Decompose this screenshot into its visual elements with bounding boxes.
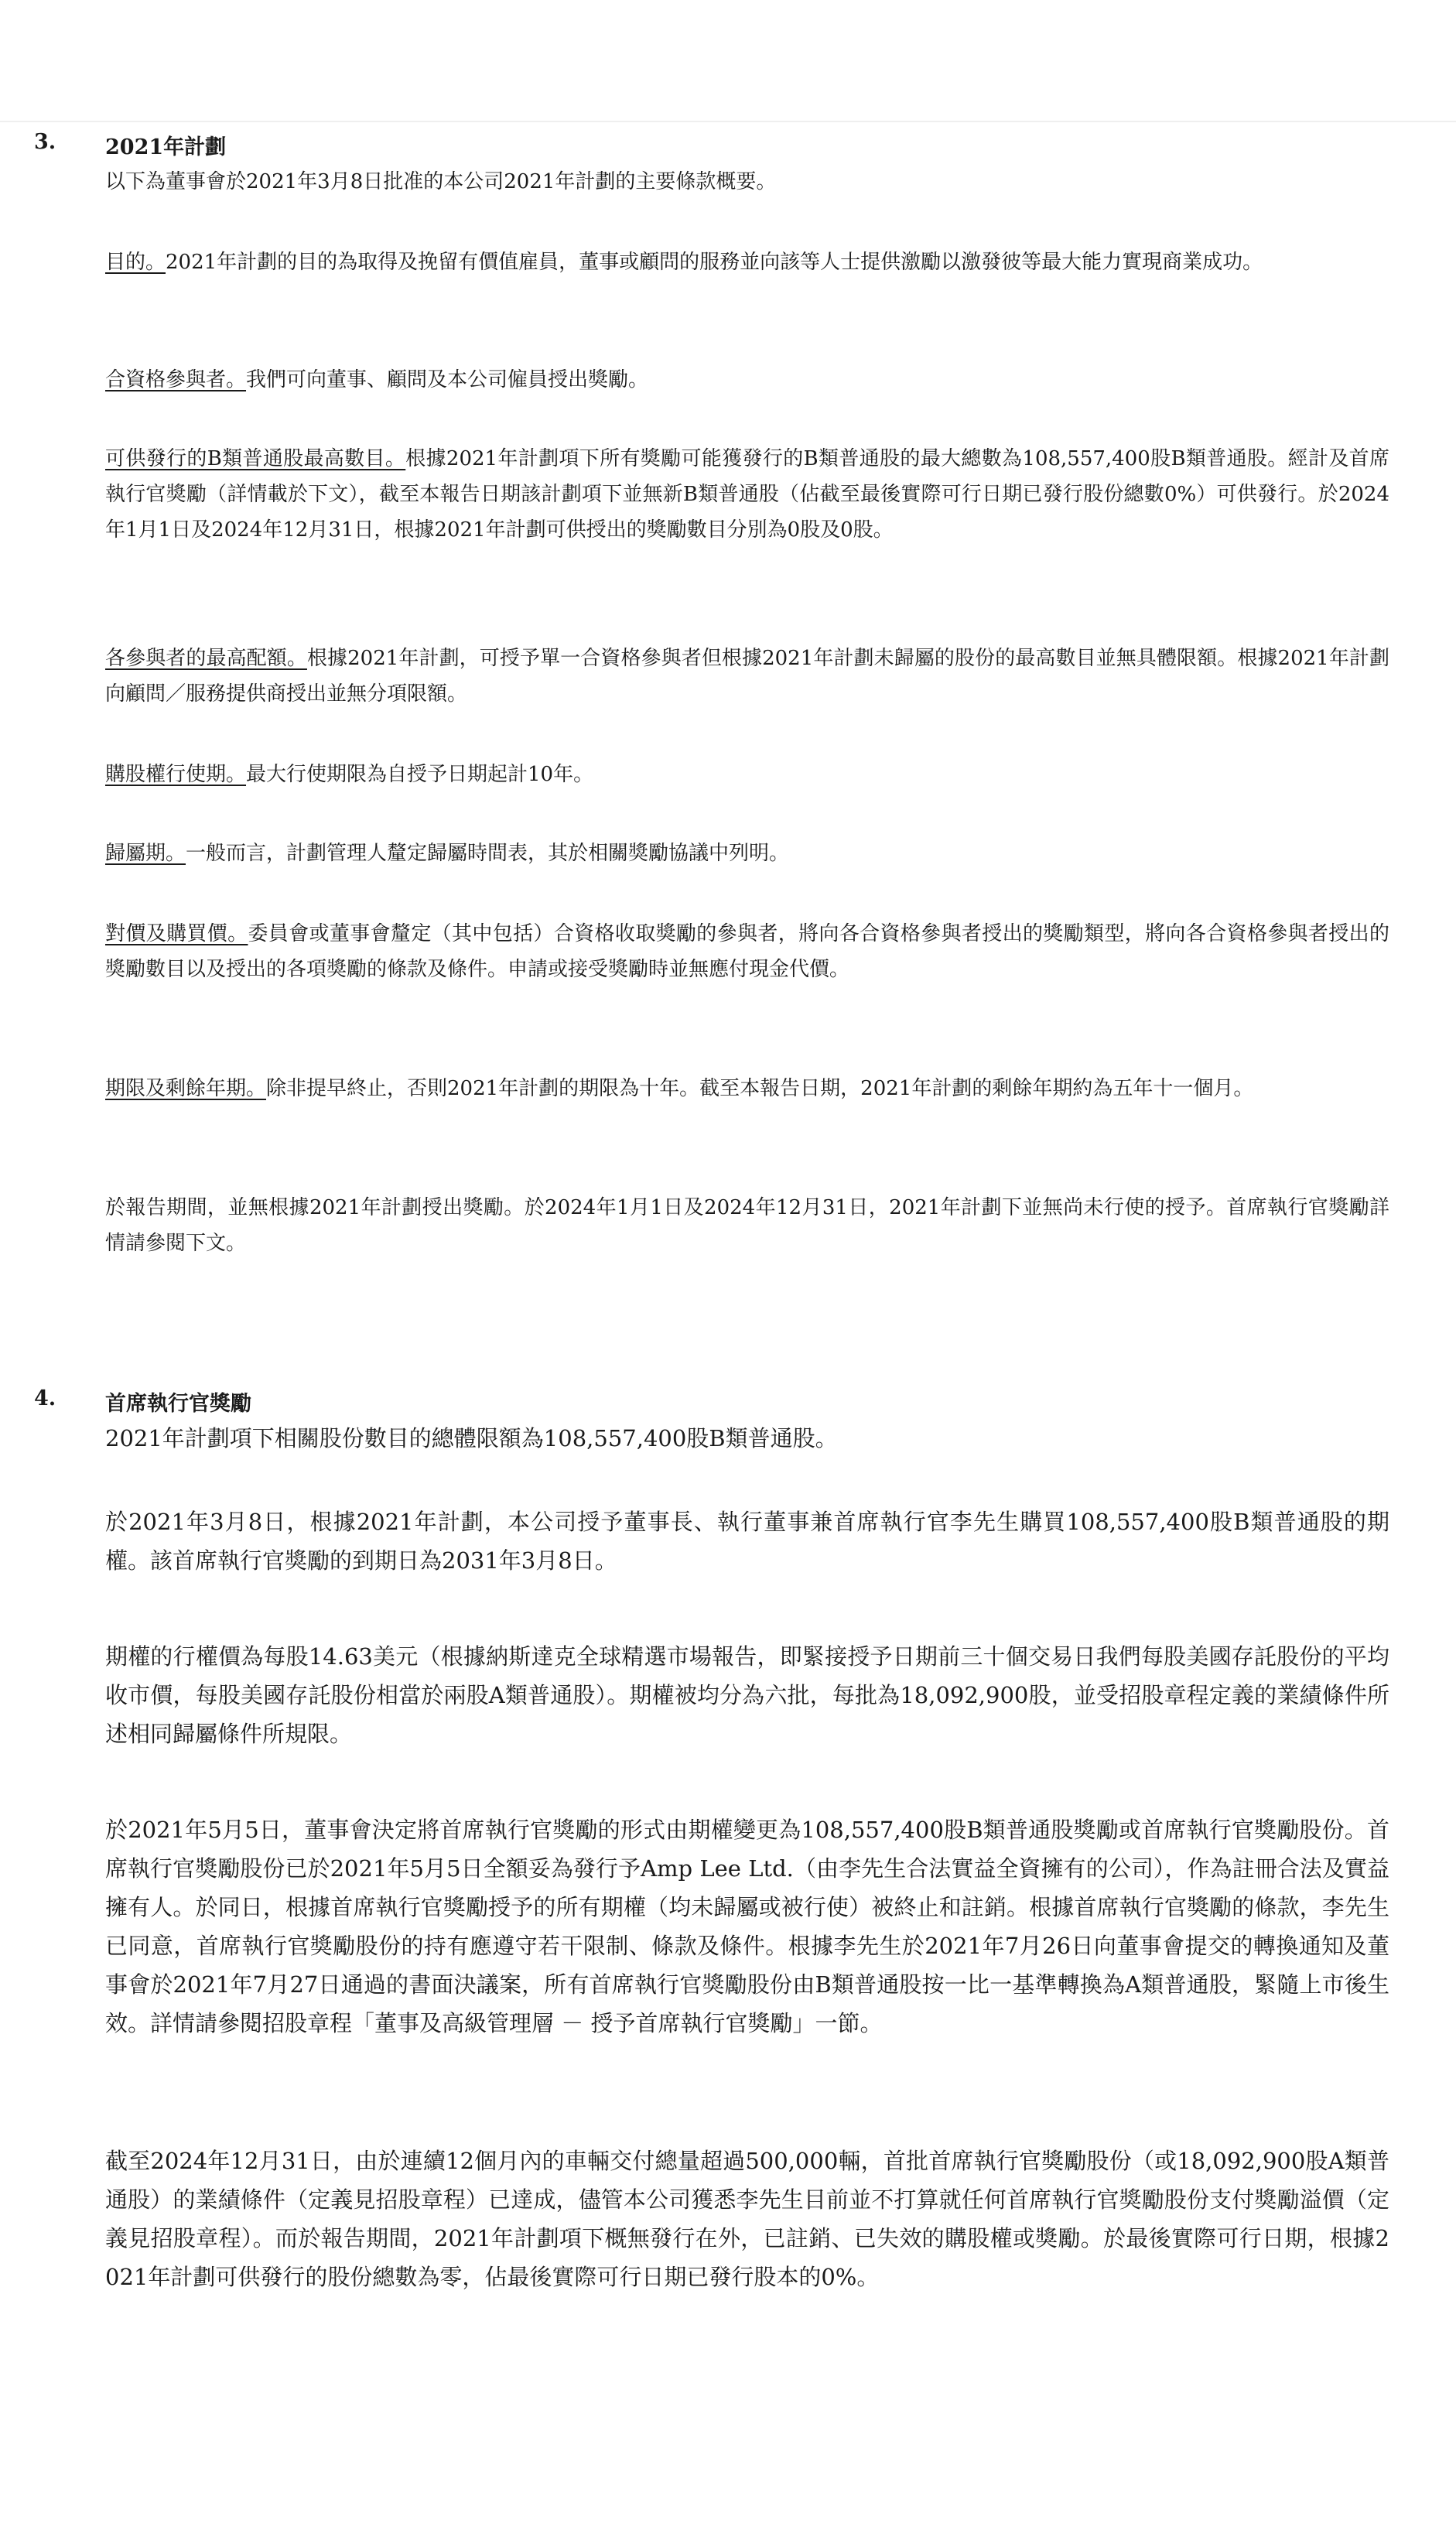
plan-purpose-paragraph [105,244,1389,280]
section-title: 首席執行官獎勵 [105,1392,251,1416]
exercise-price-paragraph: 期權的行權價為每股14.63美元（根據納斯達克全球精選市場報告，即緊接授予日期前三十個交易日我們每股美國存託股份的平均收市價，每股美國存託股份相當於兩股A類普通股）。期權被均分為六批，每批為18,092,900股，並受招股章程定義的業績條件所述相同歸屬條件所規限。 [105,1643,1389,1747]
exercise-period-term: 購股權行使期。 [105,763,247,786]
eligible-participants-paragraph [105,362,1389,398]
section-number: 4. [34,1386,56,1410]
section-intro: 以下為董事會於2021年3月8日批准的本公司2021年計劃的主要條款概要。 [105,170,777,193]
vesting-period-term: 歸屬期。 [105,842,186,865]
plan-purpose-text: 2021年計劃的目的為取得及挽留有價值雇員，董事或顧問的服務並向該等人士提供激勵以激發彼等最大能力實現商業成功。 [166,251,1263,274]
consideration-paragraph [105,916,1389,987]
section-title: 2021年計劃 [105,135,227,159]
reporting-period-text: 於報告期間，並無根據2021年計劃授出獎勵。於2024年1月1日及2024年12月31日，2021年計劃下並無尚未行使的授予。首席執行官獎勵詳情請參閱下文。 [105,1196,1389,1255]
award-form-change-paragraph: 於2021年5月5日，董事會決定將首席執行官獎勵的形式由期權變更為108,557,400股B類普通股獎勵或首席執行官獎勵股份。首席執行官獎勵股份已於2021年5月5日全額妥為發行予Amp Lee Ltd.（由李先生合法實益全資擁有的公司），作為註冊合法及實益擁有人。於同日，根據首席執行官獎勵授予的所有期權（均未歸屬或被行使）被終止和註銷。根據首席執行官獎勵的條款，李先生已同意，首席執行官獎勵股份的持有應遵守若干限制、條款及條件。根據李先生於2021年7月26日向董事會提交的轉換通知及董事會於2021年7月27日通過的書面決議案，所有首席執行官獎勵股份由B類普通股按一比一基準轉換為A類普通股，緊隨上市後生效。詳情請參閱招股章程「董事及高級管理層 － 授予首席執行官獎勵」一節。 [105,1817,1389,2036]
eligible-participants-term: 合資格參與者。 [105,368,247,391]
max-entitlement-term: 各參與者的最高配額。 [105,647,307,670]
term-remaining-term: 期限及剩餘年期。 [105,1077,267,1100]
exercise-period-paragraph [105,757,1389,792]
section-intro: 2021年計劃項下相關股份數目的總體限額為108,557,400股B類普通股。 [105,1425,838,1451]
reporting-period-paragraph [105,1190,1389,1261]
consideration-text: 委員會或董事會釐定（其中包括）合資格收取獎勵的參與者，將向各合資格參與者授出的獎勵類型，將向各合資格參與者授出的獎勵數目以及授出的各項獎勵的條款及條件。申請或接受獎勵時並無應付現金代價。 [105,922,1389,981]
term-remaining-paragraph [105,1071,1389,1106]
vesting-period-text: 一般而言，計劃管理人釐定歸屬時間表，其於相關獎勵協議中列明。 [186,842,790,865]
ceo-award-grant-paragraph: 於2021年3月8日，根據2021年計劃，本公司授予董事長、執行董事兼首席執行官李先生購買108,557,400股B類普通股的期權。該首席執行官獎勵的到期日為2031年3月8日。 [105,1509,1389,1574]
exercise-period-text: 最大行使期限為自授予日期起計10年。 [246,763,594,786]
plan-purpose-term: 目的。 [105,251,166,274]
max-shares-term: 可供發行的B類普通股最高數目。 [105,447,406,470]
consideration-term: 對價及購買價。 [105,922,248,945]
max-shares-paragraph [105,441,1389,548]
section-number: 3. [34,130,56,154]
max-entitlement-text: 根據2021年計劃，可授予單一合資格參與者但根據2021年計劃未歸屬的股份的最高數目並無具體限額。根據2021年計劃向顧問／服務提供商授出並無分項限額。 [105,647,1389,706]
max-entitlement-paragraph [105,641,1389,712]
term-remaining-text: 除非提早終止，否則2021年計劃的期限為十年。截至本報告日期，2021年計劃的剩餘年期約為五年十一個月。 [266,1077,1254,1100]
page-top-margin [0,0,1456,122]
eligible-participants-text: 我們可向董事、顧問及本公司僱員授出獎勵。 [246,368,649,391]
performance-condition-paragraph: 截至2024年12月31日，由於連續12個月內的車輛交付總量超過500,000輛，首批首席執行官獎勵股份（或18,092,900股A類普通股）的業績條件（定義見招股章程）已達成，儘管本公司獲悉李先生目前並不打算就任何首席執行官獎勵股份支付獎勵溢價（定義見招股章程）。而於報告期間，2021年計劃項下概無發行在外，已註銷、已失效的購股權或獎勵。於最後實際可行日期，根據2021年計劃可供發行的股份總數為零，佔最後實際可行日期已發行股本的0%。 [105,2148,1389,2290]
vesting-period-paragraph [105,836,1389,871]
max-shares-text: 根據2021年計劃項下所有獎勵可能獲發行的B類普通股的最大總數為108,557,400股B類普通股。經計及首席執行官獎勵（詳情載於下文），截至本報告日期該計劃項下並無新B類普通股（佔截至最後實際可行日期已發行股份總數0%）可供發行。於2024年1月1日及2024年12月31日，根據2021年計劃可供授出的獎勵數目分別為0股及0股。 [105,447,1390,542]
